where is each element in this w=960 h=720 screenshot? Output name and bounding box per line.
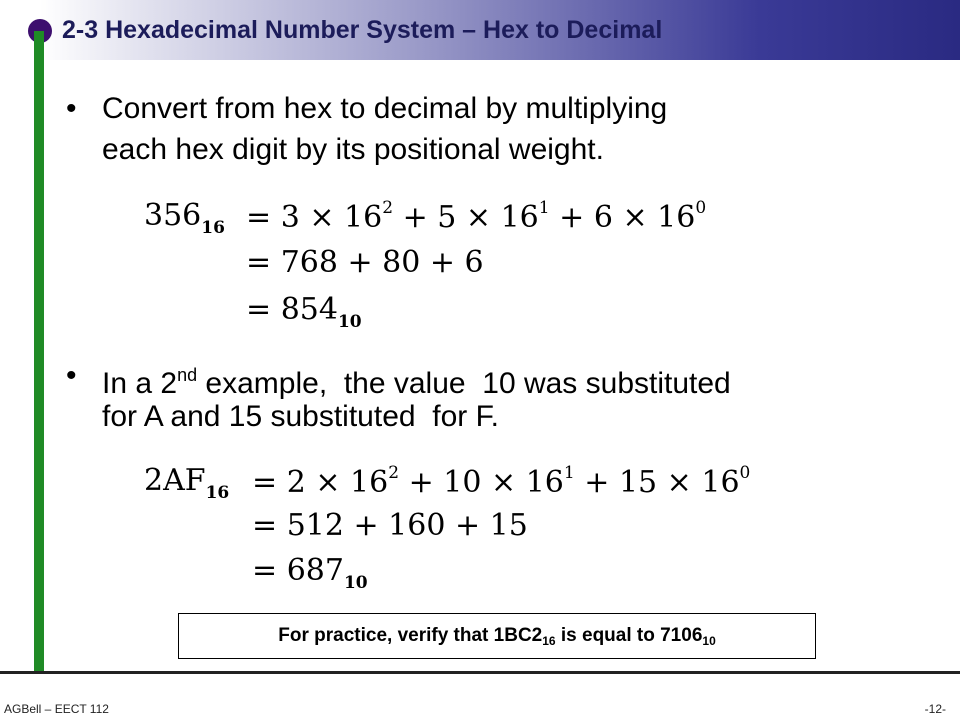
- title-bar: [0, 0, 960, 60]
- bullet-dot: •: [66, 92, 77, 125]
- footer-course: AGBell – EECT 112: [4, 702, 109, 716]
- footer-page-number: -12-: [924, 702, 946, 716]
- example-2-lhs: $2AF_{16}$: [144, 463, 230, 503]
- bullet-2-line-1: In a 2nd example, the value 10 was substituted: [102, 365, 731, 400]
- bullet-dot: •: [66, 359, 77, 392]
- example-2-rhs-1: = $2 \times 16^2 + 10 \times 16^1 + 15 \times 16^0$: [252, 463, 751, 500]
- footer-divider: [0, 671, 960, 674]
- example-1-rhs-1: = $3 \times 16^2 + 5 \times 16^1 + 6 \times 16^0$: [246, 198, 707, 235]
- example-2-line-3: = $687_{10}$: [252, 553, 368, 593]
- bullet-2-line-2: for A and 15 substituted for F.: [102, 400, 499, 433]
- green-accent-bar: [34, 31, 44, 673]
- example-1-lhs: $356_{16}$: [144, 198, 225, 238]
- example-1-line-3: = $854_{10}$: [246, 292, 362, 332]
- example-2-line-2: = 512 + 160 + 15: [252, 508, 528, 543]
- example-1-line-2: = 768 + 80 + 6: [246, 245, 484, 280]
- bullet-1-line-2: each hex digit by its positional weight.: [102, 133, 604, 166]
- bullet-1-line-1: Convert from hex to decimal by multiplying: [102, 92, 668, 125]
- practice-box: For practice, verify that $1BC2_{16}$ is equal to $7106_{10}$: [178, 613, 816, 659]
- slide-title: 2-3 Hexadecimal Number System – Hex to Decimal: [62, 16, 663, 44]
